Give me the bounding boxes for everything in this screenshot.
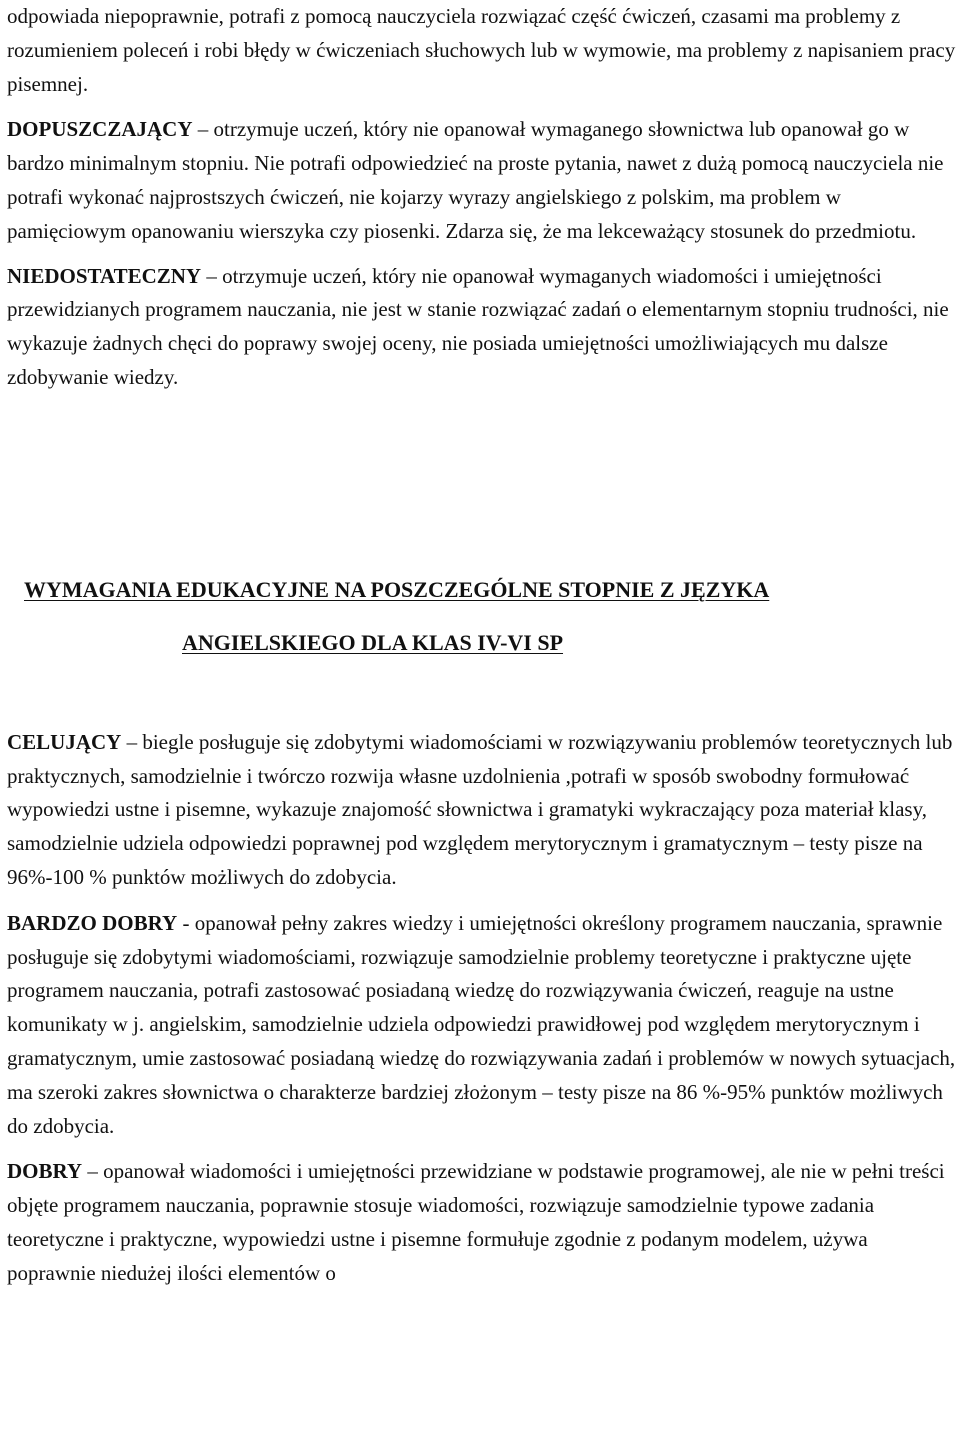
- grade-label-celujacy: CELUJĄCY: [7, 729, 122, 754]
- grade-label-dobry: DOBRY: [7, 1159, 83, 1184]
- heading-line-2: ANGIELSKIEGO DLA KLAS IV-VI SP: [182, 629, 564, 655]
- heading-line-1: WYMAGANIA EDUKACYJNE NA POSZCZEGÓLNE STOPNIE Z JĘZYKA: [24, 576, 770, 602]
- paragraph-celujacy: [7, 726, 957, 895]
- paragraph-bardzo-dobry: [7, 907, 957, 1144]
- paragraph-continuation: [7, 0, 957, 101]
- paragraph-dobry: [7, 1155, 957, 1290]
- paragraph-text: – biegle posługuje się zdobytymi wiadomościami w rozwiązywaniu problemów teoretycznych lub praktycznych, samodzielnie i twórczo rozwija własne uzdolnienia ,potrafi w sposób swobodny formułować wypowiedzi ustne i pisemne, wykazuje znajomość słownictwa i gramatyki wykraczający poza materiał klasy, samodzielnie udziela odpowiedzi poprawnej pod względem merytorycznym i gramatycznym – testy pisze na 96%-100 % punktów możliwych do zdobycia.: [7, 729, 953, 889]
- paragraph-text: – opanował wiadomości i umiejętności przewidziane w podstawie programowej, ale nie w pełni treści objęte programem nauczania, poprawnie stosuje wiadomości, rozwiązuje samodzielnie typowe zadania teoretyczne i praktyczne, wypowiedzi ustne i pisemne formułuje zgodnie z podanym modelem, używa poprawnie niedużej ilości elementów o: [7, 1159, 945, 1285]
- grade-label-bardzo-dobry: BARDZO DOBRY: [7, 910, 178, 935]
- paragraph-niedostateczny: [7, 260, 957, 395]
- document-page: [7, 0, 957, 1291]
- grade-label-dopuszczajacy: DOPUSZCZAJĄCY: [7, 117, 193, 142]
- paragraph-text: odpowiada niepoprawnie, potrafi z pomocą nauczyciela rozwiązać część ćwiczeń, czasami ma problemy z rozumieniem poleceń i robi błędy w ćwiczeniach słuchowych lub w wymowie, ma problemy z napisaniem pracy pisemnej.: [7, 4, 956, 96]
- grade-label-niedostateczny: NIEDOSTATECZNY: [7, 263, 202, 288]
- paragraph-text: – otrzymuje uczeń, który nie opanował wymaganego słownictwa lub opanował go w bardzo minimalnym stopniu. Nie potrafi odpowiedzieć na proste pytania, nawet z dużą pomocą nauczyciela nie potrafi wykonać najprostszych ćwiczeń, nie kojarzy wyrazy angielskiego z polskim, ma problem w pamięciowym opanowaniu wierszyka czy piosenki. Zdarza się, że ma lekceważący stosunek do przedmiotu.: [7, 117, 944, 243]
- section-heading: [7, 573, 957, 659]
- paragraph-dopuszczajacy: [7, 113, 957, 248]
- paragraph-text: - opanował pełny zakres wiedzy i umiejętności określony programem nauczania, sprawnie posługuje się zdobytymi wiadomościami, rozwiązuje samodzielnie problemy teoretyczne i praktyczne ujęte programem nauczania, potrafi zastosować posiadaną wiedzę do rozwiązywania ćwiczeń, reaguje na ustne komunikaty w j. angielskim, samodzielnie udziela odpowiedzi prawidłowej pod względem merytorycznym i gramatycznym, umie zastosować posiadaną wiedzę do rozwiązywania zadań i problemów w nowych sytuacjach, ma szeroki zakres słownictwa o charakterze bardziej złożonym – testy pisze na 86 %-95% punktów możliwych do zdobycia.: [7, 910, 956, 1138]
- paragraph-text: – otrzymuje uczeń, który nie opanował wymaganych wiadomości i umiejętności przewidzianych programem nauczania, nie jest w stanie rozwiązać zadań o elementarnym stopniu trudności, nie wykazuje żadnych chęci do poprawy swojej oceny, nie posiada umiejętności umożliwiających mu dalsze zdobywanie wiedzy.: [7, 263, 949, 389]
